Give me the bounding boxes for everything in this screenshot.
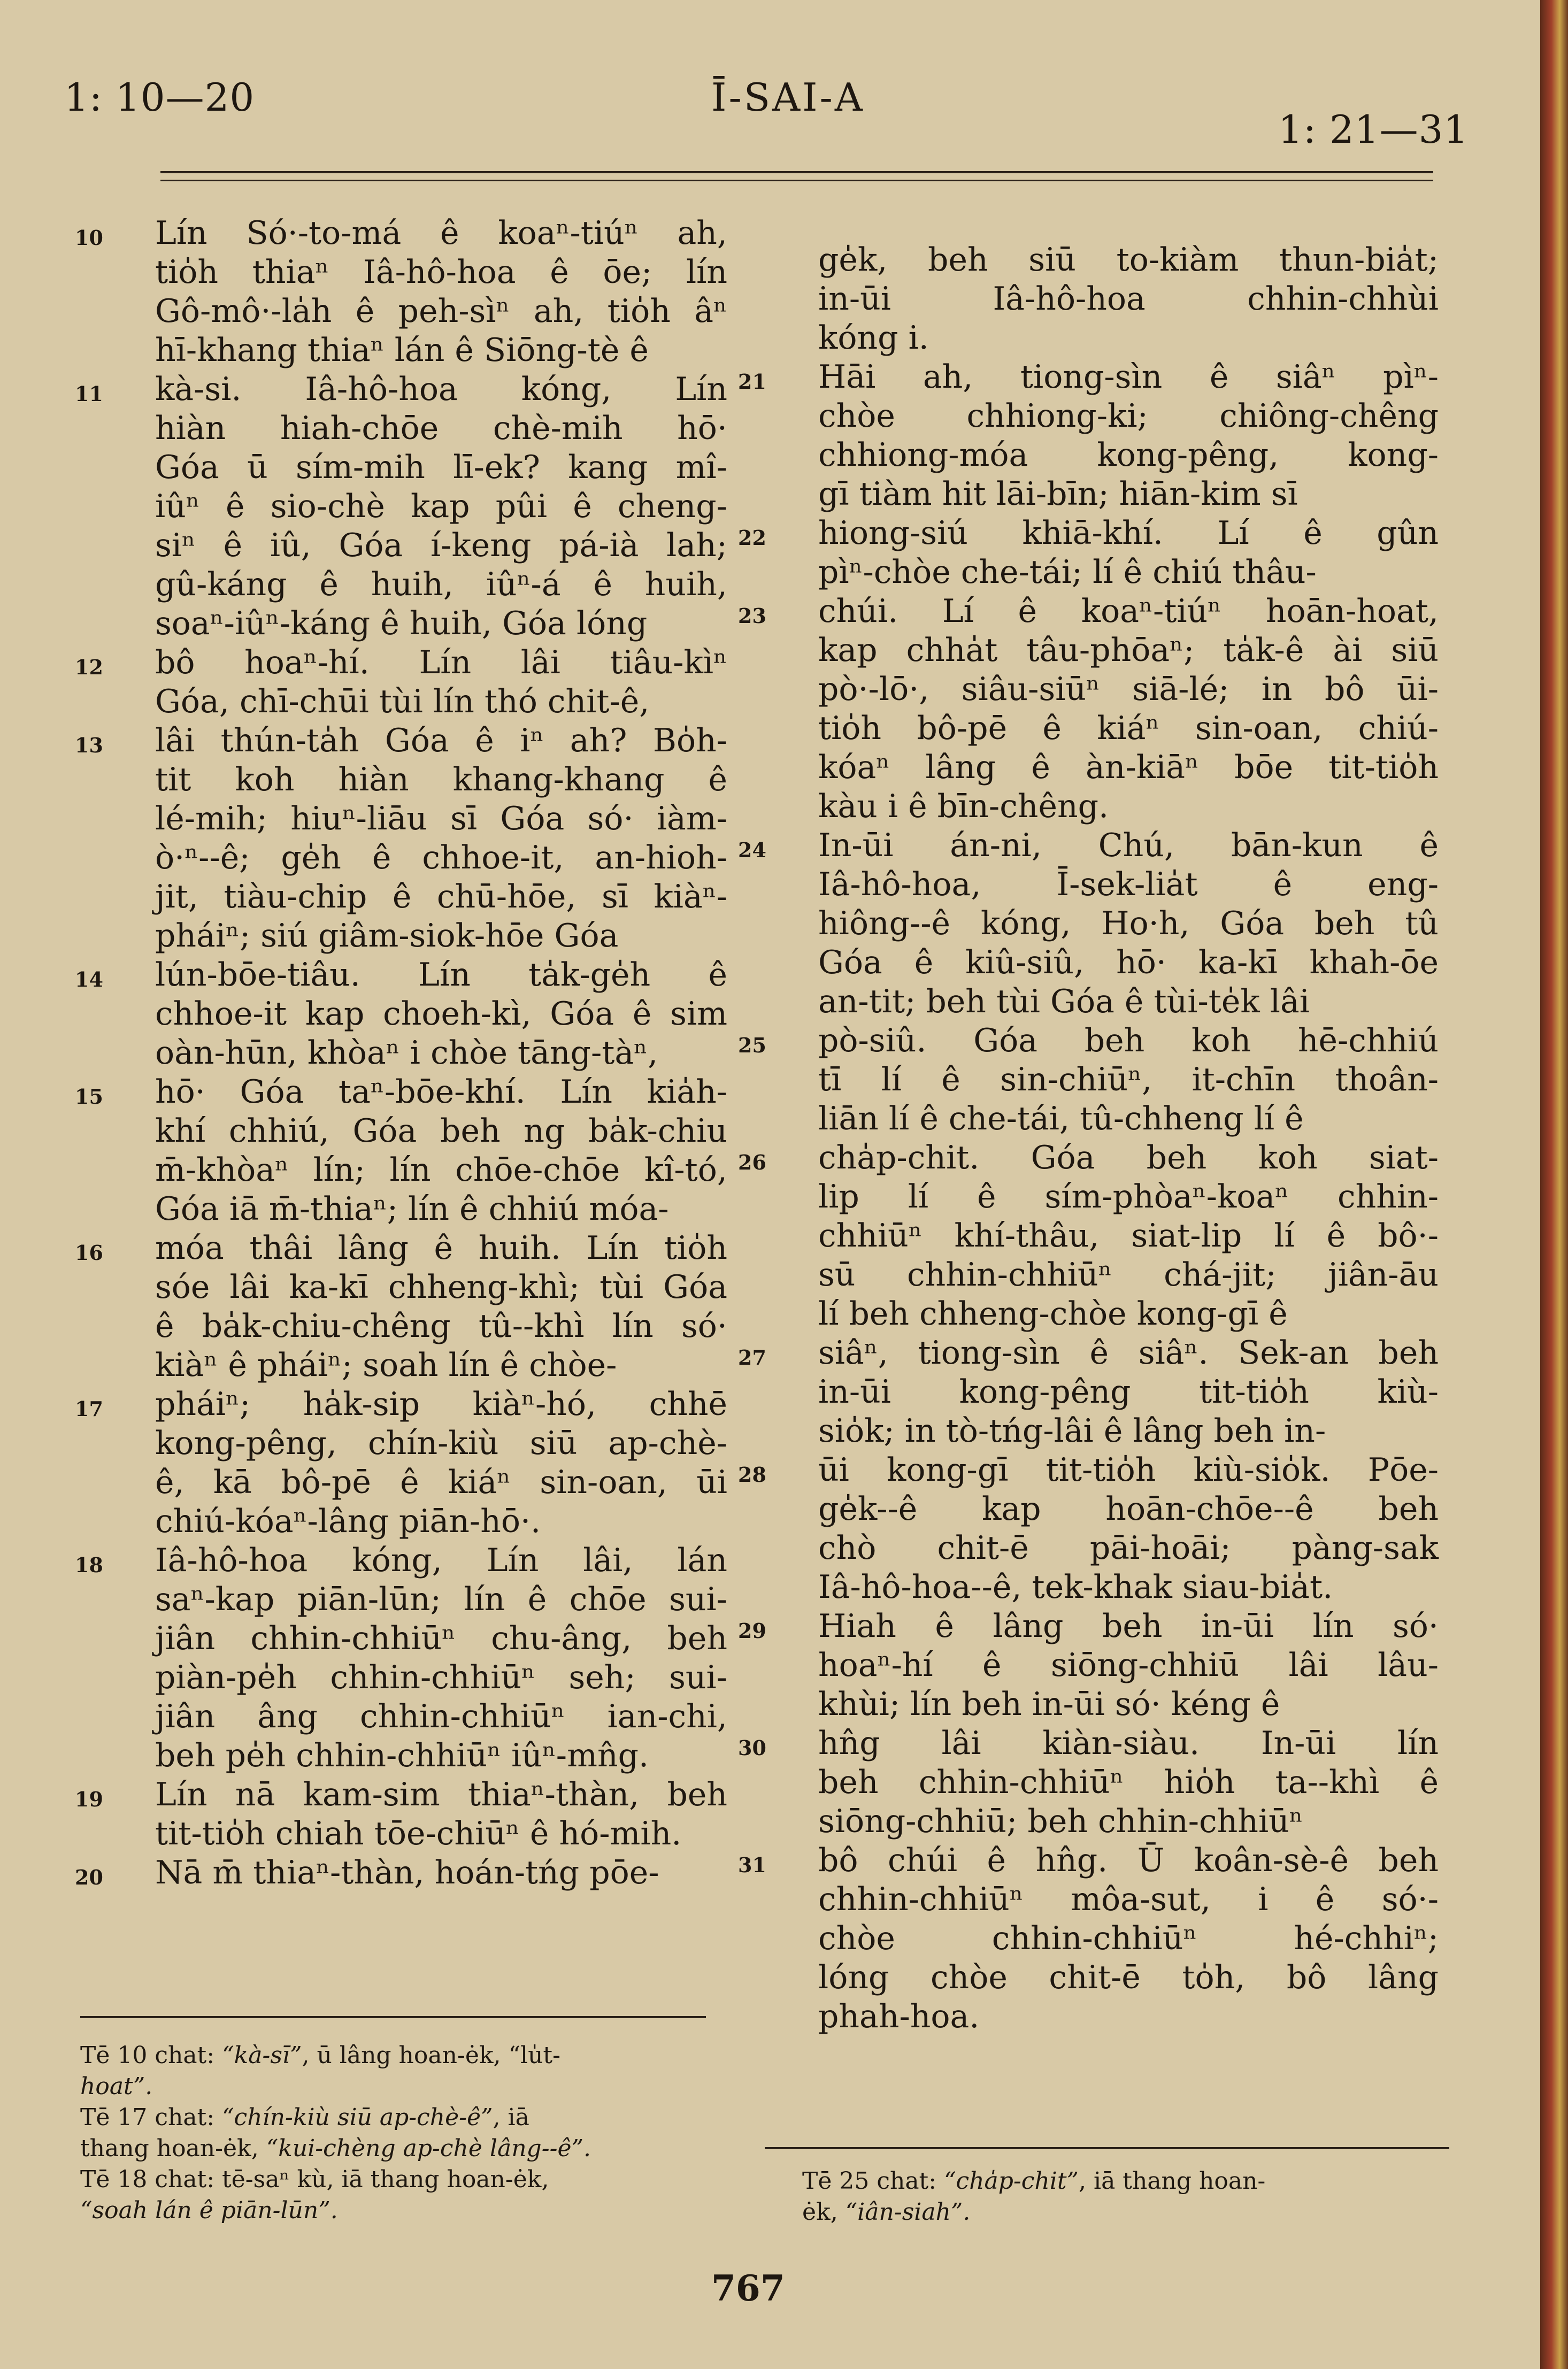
footnote-quoted-term: “kui-chèng ap-chè lâng--ê”. <box>266 2135 591 2162</box>
text-line: kap chha̍t tâu-phōaⁿ; ta̍k-ê ài siū <box>818 632 1439 669</box>
text-line: chò chit-ē pāi-hoāi; pàng-sak <box>818 1529 1439 1567</box>
text-line: pháiⁿ; ha̍k-sip kiàⁿ-hó, chhē <box>155 1386 727 1423</box>
text-line: In-ūi án-ni, Chú, bān-kun ê <box>818 827 1439 864</box>
text-line: sio̍k; in tò-tńg-lâi ê lâng beh in- <box>818 1412 1326 1450</box>
text-line: pháiⁿ; siú giâm-siok-hōe Góa <box>155 917 619 955</box>
text-line: kà-si. Iâ-hô-hoa kóng, Lín <box>155 371 727 408</box>
text-line: iûⁿ ê sio-chè kap pûi ê cheng- <box>155 488 727 525</box>
text-line: kàu i ê bīn-chêng. <box>818 788 1109 825</box>
text-line: Hiah ê lâng beh in-ūi lín só· <box>818 1607 1439 1645</box>
verse-number: 11 <box>75 382 103 406</box>
footnote-line <box>80 2133 722 2164</box>
left-text-column <box>75 214 727 1893</box>
footnote-text: Tē 18 chat: tē-saⁿ kù, iā thang hoan-ėk, <box>80 2166 549 2193</box>
verse-number: 13 <box>75 733 103 757</box>
text-line: Góa, chī-chūi tùi lín thó chit-ê, <box>155 683 650 720</box>
text-line: in-ūi kong-pêng tit-tio̍h kiù- <box>818 1373 1439 1411</box>
verse-number: 12 <box>75 655 103 679</box>
text-line: gû-káng ê huih, iûⁿ-á ê huih, <box>155 566 727 603</box>
footnote-line <box>80 2040 722 2071</box>
text-line: ge̍k, beh siū to-kiàm thun-bia̍t; <box>818 241 1439 279</box>
text-line: ò·ⁿ--ê; ge̍h ê chhoe-it, an-hioh- <box>155 839 727 876</box>
text-line: oàn-hūn, khòaⁿ i chòe tāng-tàⁿ, <box>155 1034 658 1072</box>
text-line: Lín nā kam-sim thiaⁿ-thàn, beh <box>155 1776 727 1813</box>
footnote-quoted-term: hoat”. <box>80 2073 153 2100</box>
verse-number: 20 <box>75 1865 103 1889</box>
text-line: kong-pêng, chín-kiù siū ap-chè- <box>155 1425 727 1462</box>
verse-number: 18 <box>75 1553 103 1577</box>
text-line: jiân chhin-chhiūⁿ chu-âng, beh <box>155 1620 727 1657</box>
verse-number: 28 <box>738 1463 766 1487</box>
header-right-reference: 1: 21—31 <box>1278 107 1469 152</box>
text-line: pò-siû. Góa beh koh hē-chhiú <box>818 1022 1439 1059</box>
text-line: hoaⁿ-hí ê siōng-chhiū lâi lâu- <box>818 1647 1439 1684</box>
text-line: lún-bōe-tiâu. Lín ta̍k-ge̍h ê <box>155 956 727 994</box>
text-line: Iâ-hô-hoa--ê, tek-khak siau-bia̍t. <box>818 1568 1333 1606</box>
footnote-line <box>80 2102 722 2133</box>
verse-number: 10 <box>75 226 103 250</box>
text-line: an-tit; beh tùi Góa ê tùi-te̍k lâi <box>818 983 1310 1020</box>
footnote-quoted-term: “kà-sī” <box>222 2042 302 2069</box>
text-line: chhin-chhiūⁿ môa-sut, i ê só·- <box>818 1881 1439 1918</box>
text-line: siōng-chhiū; beh chhin-chhiūⁿ <box>818 1803 1303 1840</box>
footnote-line <box>80 2164 722 2195</box>
text-line: hō· Góa taⁿ-bōe-khí. Lín kia̍h- <box>155 1073 727 1111</box>
verse-number: 24 <box>738 838 766 862</box>
text-line: Iâ-hô-hoa, Ī-sek-lia̍t ê eng- <box>818 866 1439 903</box>
footnote-line <box>802 2197 1433 2228</box>
footnotes-left <box>80 2040 722 2226</box>
footnotes-right <box>802 2166 1433 2228</box>
text-line: Gô-mô·-la̍h ê peh-sìⁿ ah, tio̍h âⁿ <box>155 293 727 330</box>
text-line: piàn-pe̍h chhin-chhiūⁿ seh; sui- <box>155 1659 727 1696</box>
text-line: Góa ê kiû-siû, hō· ka-kī khah-ōe <box>818 944 1439 981</box>
verse-number: 19 <box>75 1787 103 1811</box>
verse-number: 22 <box>738 526 766 550</box>
footnote-line <box>802 2166 1433 2197</box>
text-line: cha̍p-chit. Góa beh koh siat- <box>818 1139 1439 1176</box>
footnote-quoted-term: “iân-siah”. <box>845 2198 971 2226</box>
text-line: chhoe-it kap choeh-kì, Góa ê sim <box>155 995 727 1033</box>
text-line: lip lí ê sím-phòaⁿ-koaⁿ chhin- <box>818 1178 1439 1216</box>
verse-number: 27 <box>738 1345 766 1370</box>
text-line: móa thâi lâng ê huih. Lín tio̍h <box>155 1229 727 1267</box>
text-line: beh chhin-chhiūⁿ hio̍h ta--khì ê <box>818 1764 1439 1801</box>
footnote-text: thang hoan-ėk, <box>80 2135 266 2162</box>
text-line: hī-khang thiaⁿ lán ê Siōng-tè ê <box>155 332 649 369</box>
text-line: beh pe̍h chhin-chhiūⁿ iûⁿ-mn̂g. <box>155 1737 649 1774</box>
text-line: tit-tio̍h chiah tōe-chiūⁿ ê hó-mih. <box>155 1815 682 1852</box>
text-line: chhiong-móa kong-pêng, kong- <box>818 436 1439 474</box>
text-line: Iâ-hô-hoa kóng, Lín lâi, lán <box>155 1542 727 1579</box>
footnote-rule-left <box>80 2016 706 2018</box>
text-line: sū chhin-chhiūⁿ chá-jit; jiân-āu <box>818 1256 1439 1294</box>
text-line: soaⁿ-iûⁿ-káng ê huih, Góa lóng <box>155 605 648 642</box>
footnote-text: , ū lâng hoan-ėk, “lu̍t- <box>302 2042 560 2069</box>
text-line: chòe chhin-chhiūⁿ hé-chhiⁿ; <box>818 1920 1439 1957</box>
verse-number: 16 <box>75 1241 103 1265</box>
text-line: tī lí ê sin-chiūⁿ, it-chīn thoân- <box>818 1061 1439 1098</box>
text-line: jiân âng chhin-chhiūⁿ ian-chi, <box>155 1698 727 1735</box>
text-line: pìⁿ-chòe che-tái; lí ê chiú thâu- <box>818 553 1317 591</box>
text-line: Hāi ah, tiong-sìn ê siâⁿ pìⁿ- <box>818 358 1439 396</box>
verse-number: 23 <box>738 604 766 628</box>
text-line: ge̍k--ê kap hoān-chōe--ê beh <box>818 1490 1439 1528</box>
verse-number: 30 <box>738 1736 766 1760</box>
footnote-text: ėk, <box>802 2198 846 2226</box>
text-line: tit koh hiàn khang-khang ê <box>155 761 727 798</box>
verse-number: 26 <box>738 1150 766 1174</box>
footnote-text: Tē 10 chat: <box>80 2042 222 2069</box>
text-line: gī tiàm hit lāi-bīn; hiān-kim sī <box>818 475 1298 513</box>
text-line: kóaⁿ lâng ê àn-kiāⁿ bōe tit-tio̍h <box>818 749 1439 786</box>
footnote-line <box>80 2195 722 2226</box>
text-line: chòe chhiong-ki; chiông-chêng <box>818 397 1439 435</box>
right-text-column <box>738 241 1439 2036</box>
text-line: Lín Só·-to-má ê koaⁿ-tiúⁿ ah, <box>155 214 727 252</box>
text-line: hiông--ê kóng, Ho·h, Góa beh tû <box>818 905 1439 942</box>
text-line: tio̍h bô-pē ê kiáⁿ sin-oan, chiú- <box>818 710 1439 747</box>
footnote-text: , iā thang hoan- <box>1079 2167 1266 2195</box>
text-line: chhiūⁿ khí-thâu, siat-lip lí ê bô·- <box>818 1217 1439 1255</box>
text-line: bô hoaⁿ-hí. Lín lâi tiâu-kìⁿ <box>155 644 727 681</box>
text-line: saⁿ-kap piān-lūn; lín ê chōe sui- <box>155 1581 727 1618</box>
text-line: jit, tiàu-chip ê chū-hōe, sī kiàⁿ- <box>155 878 727 916</box>
text-line: Góa iā m̄-thiaⁿ; lín ê chhiú móa- <box>155 1190 669 1228</box>
text-line: kóng i. <box>818 319 929 357</box>
verse-number: 31 <box>738 1853 766 1877</box>
text-line: lé-mih; hiuⁿ-liāu sī Góa só· iàm- <box>155 800 727 837</box>
text-line: ê ba̍k-chiu-chêng tû--khì lín só· <box>155 1307 727 1345</box>
text-line: hiàn hiah-chōe chè-mih hō· <box>155 410 727 447</box>
verse-number: 25 <box>738 1033 766 1057</box>
text-line: ê, kā bô-pē ê kiáⁿ sin-oan, ūi <box>155 1464 727 1501</box>
verse-number: 14 <box>75 967 103 991</box>
footnote-quoted-term: “soah lán ê piān-lūn”. <box>80 2197 338 2224</box>
verse-number: 15 <box>75 1084 103 1109</box>
text-line: lóng chòe chit-ē to̍h, bô lâng <box>818 1959 1439 1996</box>
header-book-title: Ī-SAI-A <box>711 75 865 120</box>
text-line: bô chúi ê hn̂g. Ū koân-sè-ê beh <box>818 1842 1439 1879</box>
text-line: sóe lâi ka-kī chheng-khì; tùi Góa <box>155 1268 727 1306</box>
text-line: phah-hoa. <box>818 1998 980 2035</box>
page-number: 767 <box>711 2267 785 2309</box>
text-line: hn̂g lâi kiàn-siàu. In-ūi lín <box>818 1725 1439 1762</box>
footnote-line <box>80 2071 722 2102</box>
header-left-reference: 1: 10—20 <box>64 75 255 120</box>
text-line: lâi thún-ta̍h Góa ê iⁿ ah? Bo̍h- <box>155 722 727 759</box>
text-line: lí beh chheng-chòe kong-gī ê <box>818 1295 1288 1333</box>
verse-number: 29 <box>738 1619 766 1643</box>
text-line: pò·-lō·, siâu-siūⁿ siā-lé; in bô ūi- <box>818 671 1439 708</box>
book-page-edge <box>1540 0 1568 2369</box>
text-line: m̄-khòaⁿ lín; lín chōe-chōe kî-tó, <box>155 1151 727 1189</box>
verse-number: 21 <box>738 370 766 394</box>
header-double-rule <box>160 171 1433 181</box>
text-line: khí chhiú, Góa beh ng ba̍k-chiu <box>155 1112 727 1150</box>
text-line: Góa ū sím-mih lī-ek? kang mî- <box>155 449 727 486</box>
text-line: siⁿ ê iû, Góa í-keng pá-ià lah; <box>155 527 727 564</box>
footnote-text: Tē 25 chat: <box>802 2167 944 2195</box>
text-line: siâⁿ, tiong-sìn ê siâⁿ. Sek-an beh <box>818 1334 1439 1372</box>
text-line: ūi kong-gī tit-tio̍h kiù-sio̍k. Pōe- <box>818 1451 1439 1489</box>
text-line: chúi. Lí ê koaⁿ-tiúⁿ hoān-hoat, <box>818 593 1439 630</box>
text-line: khùi; lín beh in-ūi só· kéng ê <box>818 1686 1280 1723</box>
footnote-text: Tē 17 chat: <box>80 2104 222 2131</box>
text-line: tio̍h thiaⁿ Iâ-hô-hoa ê ōe; lín <box>155 253 727 291</box>
footnote-quoted-term: “cha̍p-chit” <box>944 2167 1079 2195</box>
footnote-rule-right <box>765 2147 1449 2149</box>
text-line: in-ūi Iâ-hô-hoa chhin-chhùi <box>818 280 1439 318</box>
text-line: hiong-siú khiā-khí. Lí ê gûn <box>818 514 1439 552</box>
verse-number: 17 <box>75 1397 103 1421</box>
text-line: liān lí ê che-tái, tû-chheng lí ê <box>818 1100 1304 1137</box>
text-line: chiú-kóaⁿ-lâng piān-hō·. <box>155 1503 541 1540</box>
footnote-text: , iā <box>493 2104 529 2131</box>
text-line: kiàⁿ ê pháiⁿ; soah lín ê chòe- <box>155 1347 617 1384</box>
text-line: Nā m̄ thiaⁿ-thàn, hoán-tńg pōe- <box>155 1854 659 1891</box>
footnote-quoted-term: “chín-kiù siū ap-chè-ê” <box>222 2104 493 2131</box>
